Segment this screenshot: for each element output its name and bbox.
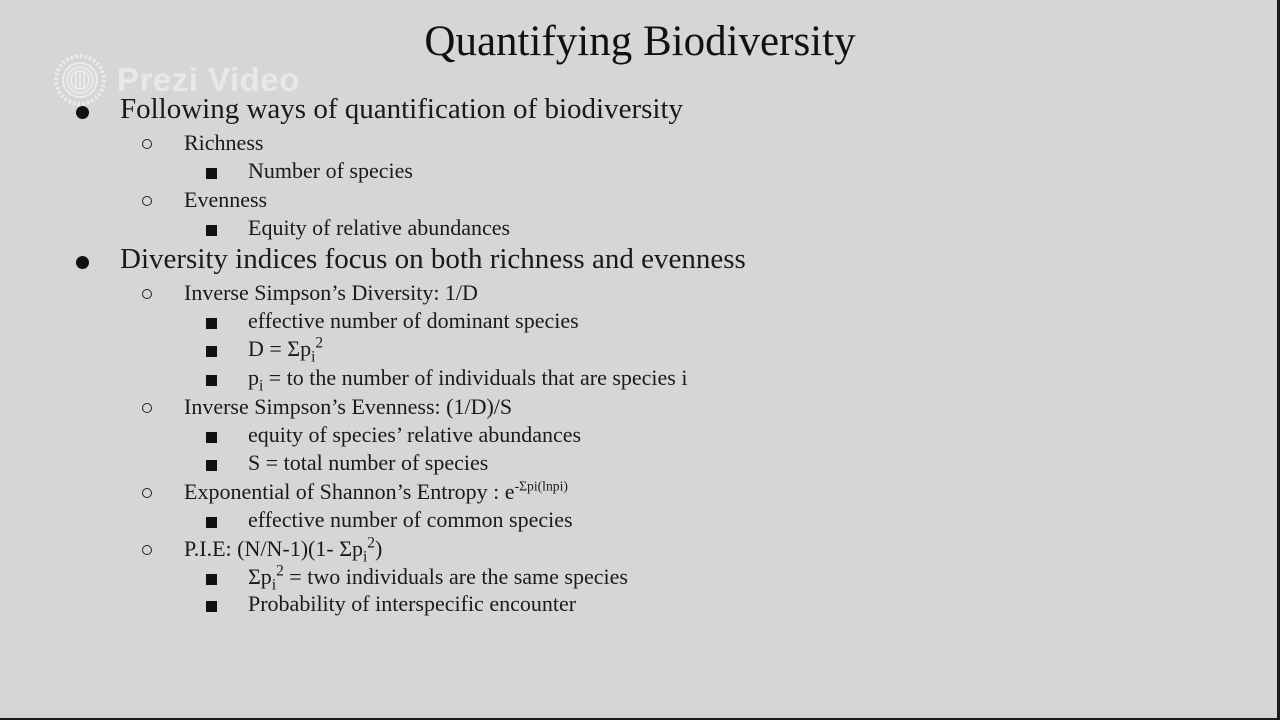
formula-subscript: i (363, 548, 368, 566)
bullet-square-icon (206, 517, 217, 528)
bullet-circle-icon (142, 139, 152, 149)
formula-subscript: i (271, 576, 277, 594)
formula-text: P.I.E: (N/N-1)(1- Σp (184, 536, 363, 561)
bullet-circle-icon (142, 403, 152, 413)
bullet-square-icon (206, 346, 217, 357)
bullet-diversity-indices: Diversity indices focus on both richness and evenness (120, 243, 746, 275)
bullet-square-icon (206, 574, 217, 585)
bullet-richness-def: Number of species (248, 158, 413, 183)
formula-superscript: 2 (315, 334, 324, 352)
bullet-square-icon (206, 432, 217, 443)
bullet-circle-icon (142, 289, 152, 299)
bullet-evenness: Evenness (184, 187, 268, 212)
formula-superscript: 2 (276, 562, 284, 580)
bullet-pie-formula (184, 534, 383, 566)
formula-superscript: -Σpi(lnpi) (514, 478, 568, 494)
bullet-disc-icon (76, 106, 89, 119)
bullet-inverse-simpson-evenness: Inverse Simpson’s Evenness: (1/D)/S (184, 394, 513, 419)
formula-subscript: i (259, 377, 264, 395)
bullet-richness: Richness (184, 130, 264, 155)
bullet-circle-icon (142, 196, 152, 206)
bullet-square-icon (206, 318, 217, 329)
formula-text: ) (374, 536, 383, 561)
bullet-quantification-ways: Following ways of quantification of biodiversity (120, 93, 684, 125)
watermark-text: Prezi Video (117, 61, 300, 98)
prezi-logo-icon (53, 53, 107, 107)
formula-text: p (248, 365, 259, 390)
formula-subscript: i (311, 348, 316, 366)
bullet-circle-icon (142, 545, 152, 555)
bullet-dominant-species: effective number of dominant species (248, 308, 579, 333)
bullet-square-icon (206, 601, 217, 612)
slide-title: Quantifying Biodiversity (424, 18, 856, 65)
formula-superscript: 2 (367, 534, 375, 552)
bullet-equity-abundances: equity of species’ relative abundances (248, 422, 582, 447)
bullet-pi-definition (248, 365, 688, 395)
bullet-evenness-def: Equity of relative abundances (248, 215, 511, 240)
bullet-square-icon (206, 375, 217, 386)
same-species-text: = two individuals are the same species (283, 564, 628, 589)
formula-text: D = Σp (248, 336, 312, 361)
bullet-d-formula (248, 334, 324, 366)
bullet-circle-icon (142, 488, 152, 498)
bullet-same-species (248, 562, 628, 594)
bullet-s-definition: S = total number of species (248, 450, 489, 475)
bullet-square-icon (206, 168, 217, 179)
bullet-disc-icon (76, 256, 89, 269)
formula-text: Σp (248, 564, 272, 589)
shannon-text: Exponential of Shannon’s Entropy : e (184, 479, 515, 504)
bullet-inverse-simpson-diversity: Inverse Simpson’s Diversity: 1/D (184, 280, 478, 305)
pi-definition-text: = to the number of individuals that are species i (263, 365, 688, 390)
bullet-interspecific-encounter: Probability of interspecific encounter (248, 591, 577, 616)
bullet-shannon-entropy (184, 479, 568, 505)
bullet-square-icon (206, 460, 217, 471)
bullet-square-icon (206, 225, 217, 236)
bullet-common-species: effective number of common species (248, 507, 573, 532)
